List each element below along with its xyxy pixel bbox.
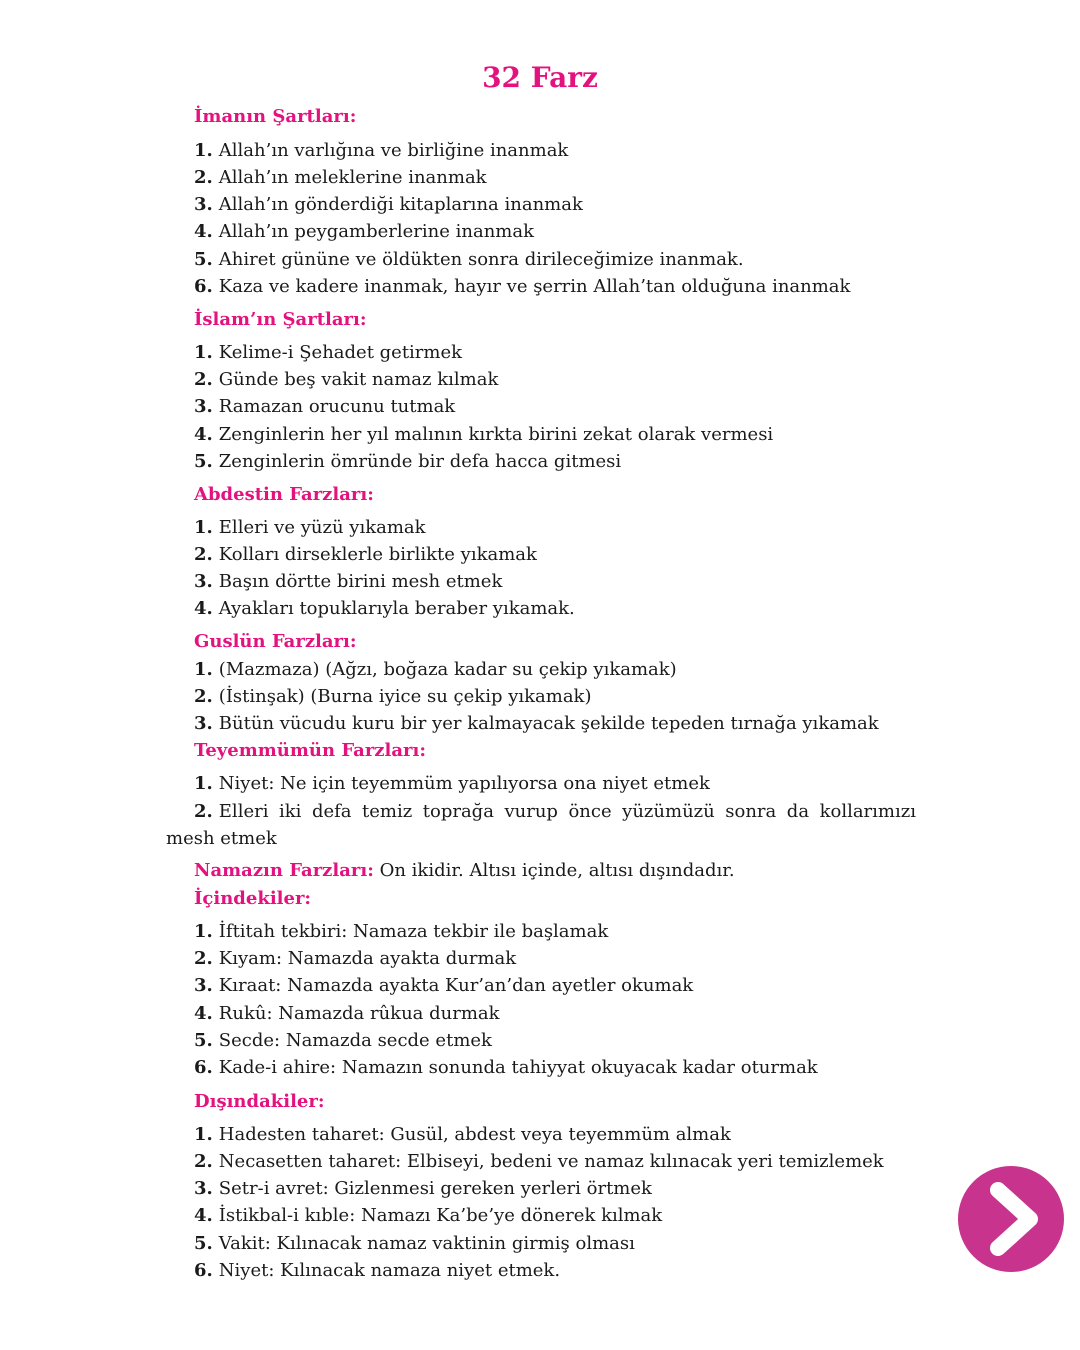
list-item: 6. Niyet: Kılınacak namaza niyet etmek. — [194, 1260, 561, 1281]
list-item: 1. İftitah tekbiri: Namaza tekbir ile başlamak — [194, 921, 609, 942]
icindekiler-heading: İçindekiler: — [194, 888, 312, 909]
list-item: 4. Ayakları topuklarıyla beraber yıkamak. — [194, 598, 575, 619]
list-item: 6. Kade-i ahire: Namazın sonunda tahiyyat okuyacak kadar oturmak — [194, 1057, 818, 1078]
list-item: 2. Allah’ın meleklerine inanmak — [194, 167, 487, 188]
list-item: 1. (Mazmaza) (Ağzı, boğaza kadar su çekip yıkamak) — [194, 659, 677, 680]
list-item: 2. Kıyam: Namazda ayakta durmak — [194, 948, 517, 969]
list-item: 4. İstikbal-i kıble: Namazı Ka’be’ye dönerek kılmak — [194, 1205, 663, 1226]
namaz-heading-label: Namazın Farzları: — [194, 860, 374, 881]
list-item: 3. Kıraat: Namazda ayakta Kur’an’dan ayetler okumak — [194, 975, 694, 996]
list-item: 1. Kelime-i Şehadet getirmek — [194, 342, 463, 363]
list-item: 1. Elleri ve yüzü yıkamak — [194, 517, 426, 538]
namaz-heading — [194, 858, 735, 884]
list-item: 5. Vakit: Kılınacak namaz vaktinin girmiş olması — [194, 1233, 635, 1254]
teyemmum-heading: Teyemmümün Farzları: — [194, 740, 426, 761]
list-item: 5. Secde: Namazda secde etmek — [194, 1030, 492, 1051]
islam-heading: İslam’ın Şartları: — [194, 309, 367, 330]
list-item: 2. Necasetten taharet: Elbiseyi, bedeni ve namaz kılınacak yeri temizlemek — [194, 1151, 884, 1172]
abdest-heading: Abdestin Farzları: — [194, 484, 374, 505]
list-item: 3. Ramazan orucunu tutmak — [194, 396, 456, 417]
list-item: 2. Günde beş vakit namaz kılmak — [194, 369, 499, 390]
list-item: 4. Rukû: Namazda rûkua durmak — [194, 1003, 500, 1024]
list-item: 3. Setr-i avret: Gizlenmesi gereken yerleri örtmek — [194, 1178, 652, 1199]
namaz-summary: On ikidir. Altısı içinde, altısı dışındadır. — [373, 860, 735, 881]
list-item: 6. Kaza ve kadere inanmak, hayır ve şerrin Allah’tan olduğuna inanmak — [194, 276, 851, 297]
list-item: 4. Allah’ın peygamberlerine inanmak — [194, 221, 534, 242]
list-item: 1. Allah’ın varlığına ve birliğine inanmak — [194, 140, 569, 161]
disindakiler-heading: Dışındakiler: — [194, 1091, 325, 1112]
list-item: 3. Başın dörtte birini mesh etmek — [194, 571, 503, 592]
list-item: 3. Allah’ın gönderdiği kitaplarına inanmak — [194, 194, 583, 215]
list-item: 1. Niyet: Ne için teyemmüm yapılıyorsa ona niyet etmek — [194, 773, 710, 794]
list-item: 1. Hadesten taharet: Gusül, abdest veya teyemmüm almak — [194, 1124, 731, 1145]
list-item: 5. Ahiret gününe ve öldükten sonra dirileceğimize inanmak. — [194, 249, 744, 270]
chevron-right-icon — [958, 1166, 1064, 1272]
list-item: 2. Elleri iki defa temiz toprağa vurup önce yüzümüzü sonra da kollarımızı mesh etmek — [166, 801, 916, 849]
list-item: 2. Kolları dirseklerle birlikte yıkamak — [194, 544, 537, 565]
list-item: 4. Zenginlerin her yıl malının kırkta birini zekat olarak vermesi — [194, 424, 774, 445]
list-item: 3. Bütün vücudu kuru bir yer kalmayacak şekilde tepeden tırnağa yıkamak — [194, 713, 879, 734]
next-button[interactable] — [958, 1166, 1064, 1272]
list-item: 2. (İstinşak) (Burna iyice su çekip yıkamak) — [194, 686, 592, 707]
list-item: 5. Zenginlerin ömründe bir defa hacca gitmesi — [194, 451, 622, 472]
page-title: 32 Farz — [482, 61, 598, 94]
iman-heading: İmanın Şartları: — [194, 106, 357, 127]
gusul-heading: Guslün Farzları: — [194, 631, 357, 652]
